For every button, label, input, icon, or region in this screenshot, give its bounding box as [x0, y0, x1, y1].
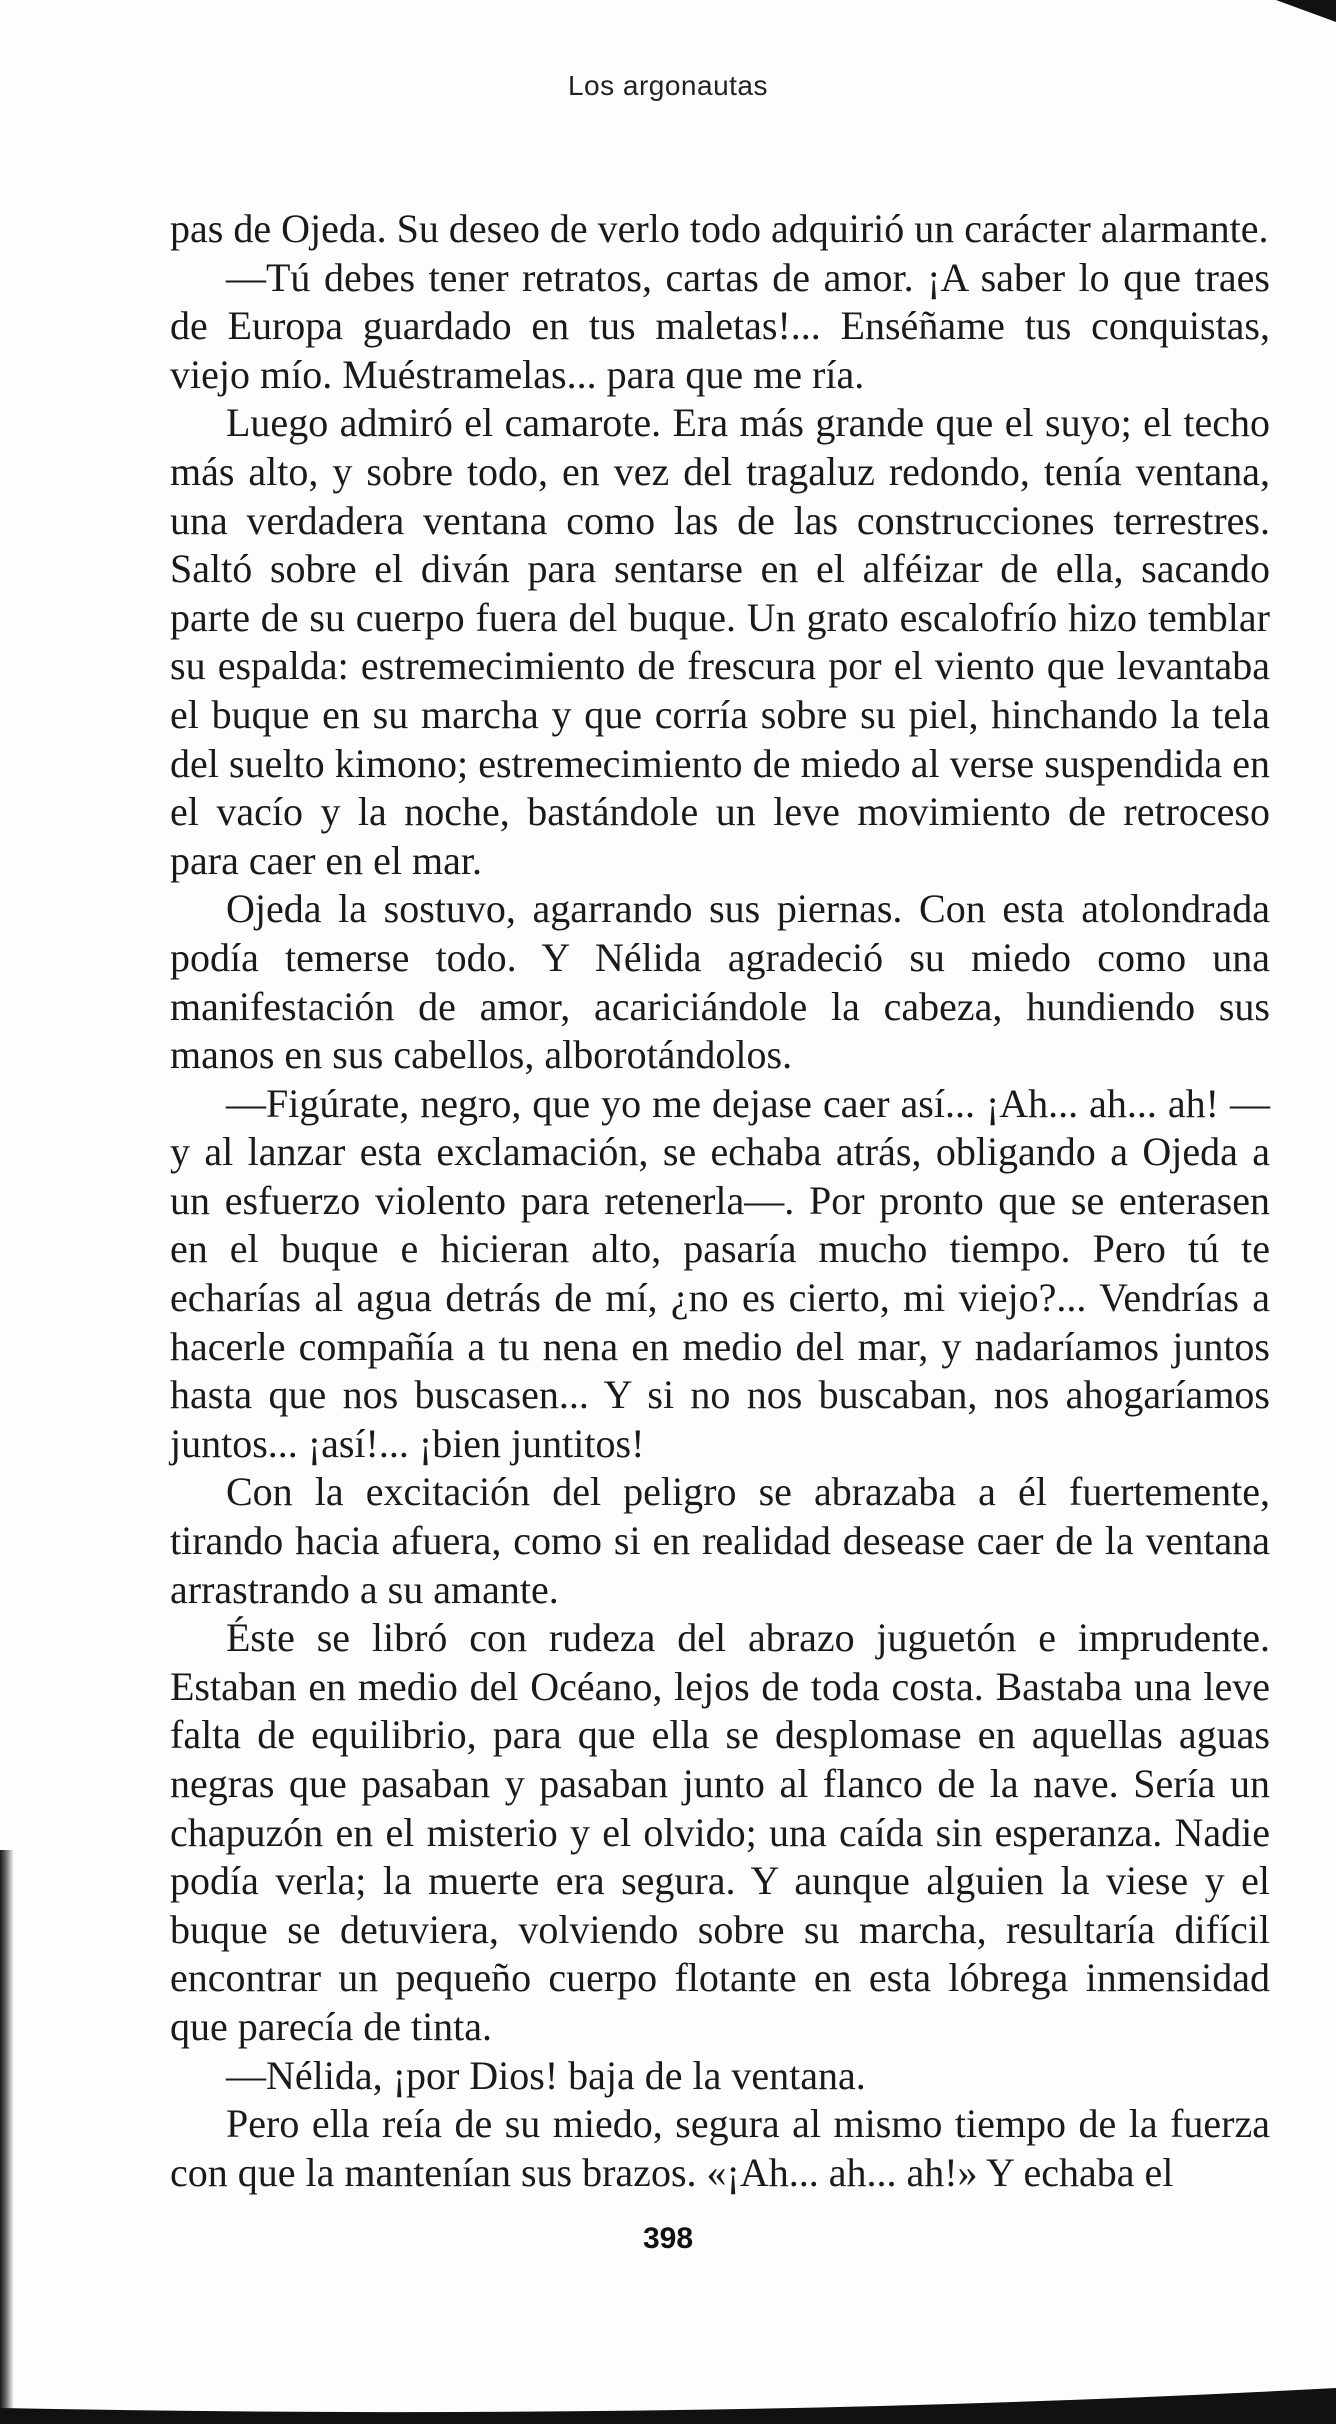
page-bottom-edge — [0, 2388, 1336, 2424]
binding-edge-shadow — [0, 1850, 14, 2424]
paragraph: pas de Ojeda. Su deseo de verlo todo adquirió un carácter alarmante. — [170, 206, 1269, 251]
body-text — [170, 205, 1270, 2197]
paragraph: Luego admiró el camarote. Era más grande que el suyo; el techo más alto, y sobre todo, en vez del tragaluz redondo, tenía ventana, una verdadera ventana como las de las construcciones terrestres. Saltó sobre el diván para sentarse en el alféizar de ella, sacando parte de su cuerpo fuera del buque. Un grato escalofrío hizo temblar su espalda: estremecimiento de frescura por el viento que levantaba el buque en su marcha y que corría sobre su piel, hinchando la tela del suelto kimono; estremecimiento de miedo al verse suspendida en el vacío y la noche, bastándole un leve movimiento de retroceso para caer en el mar. — [170, 400, 1270, 883]
paragraph: —Nélida, ¡por Dios! baja de la ventana. — [226, 2052, 866, 2098]
page-number: 398 — [642, 2222, 694, 2255]
paragraph: Ojeda la sostuvo, agarrando sus piernas. Con esta atolondrada podía temerse todo. Y Nélida agradeció su miedo como una manifestación de amor, acariciándole la cabeza, hundiendo sus manos en sus cabellos, alborotándolos. — [170, 886, 1270, 1078]
paragraph: Pero ella reía de su miedo, segura al mismo tiempo de la fuerza con que la mantenían sus brazos. «¡Ah... ah... ah!» Y echaba el — [170, 2101, 1270, 2195]
paragraph: Éste se libró con rudeza del abrazo juguetón e imprudente. Estaban en medio del Océano, lejos de toda costa. Bastaba una leve falta de equilibrio, para que ella se desplomase en aquellas aguas negras que pasaban y pasaban junto al flanco de la nave. Sería un chapuzón en el misterio y el olvido; una caída sin esperanza. Nadie podía verla; la muerte era segura. Y aunque alguien la viese y el buque se detuviera, volviendo sobre su marcha, resultaría difícil encontrar un pequeño cuerpo flotante en esta lóbrega inmensidad que parecía de tinta. — [170, 1615, 1270, 2049]
paragraph: Con la excitación del peligro se abrazaba a él fuertemente, tirando hacia afuera, como si en realidad desease caer de la ventana arrastrando a su amante. — [170, 1469, 1270, 1612]
paragraph: —Tú debes tener retratos, cartas de amor. ¡A saber lo que traes de Europa guardado en tus maletas!... Enséñame tus conquistas, viejo mío. Muéstramelas... para que me ría. — [170, 254, 1270, 397]
running-header: Los argonautas — [567, 70, 769, 101]
page-corner-shadow — [1276, 0, 1336, 30]
paragraph: —Figúrate, negro, que yo me dejase caer así... ¡Ah... ah... ah! —y al lanzar esta exclamación, se echaba atrás, obligando a Ojeda a un esfuerzo violento para retenerla—. Por pronto que se enterasen en el buque e hicieran alto, pasaría mucho tiempo. Pero tú te echarías al agua detrás de mí, ¿no es cierto, mi viejo?... Vendrías a hacerle compañía a tu nena en medio del mar, y nadaríamos juntos hasta que nos buscasen... Y si no nos buscaban, nos ahogaríamos juntos... ¡así!... ¡bien juntitos! — [170, 1080, 1270, 1466]
